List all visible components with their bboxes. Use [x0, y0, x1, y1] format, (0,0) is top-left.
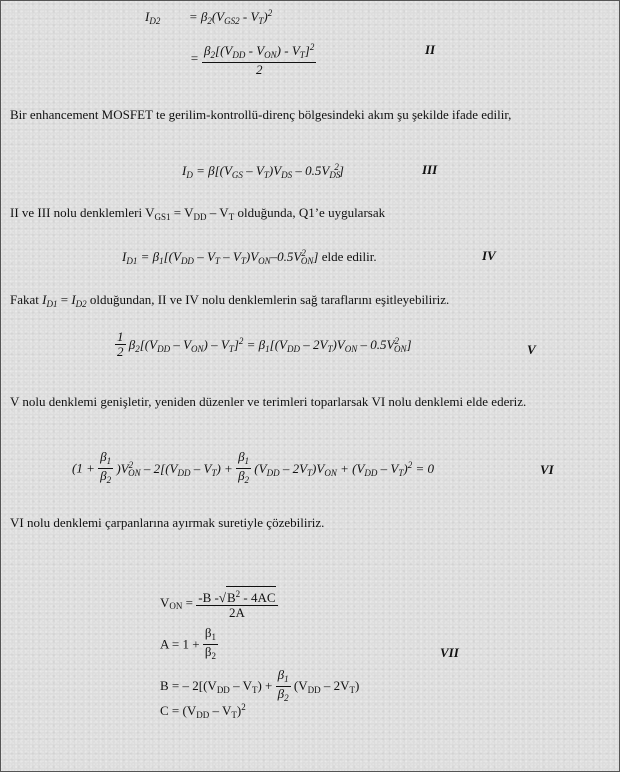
- equation-label-v: V: [527, 342, 536, 357]
- equation-vi-fraction-2: $\frac{\beta_1}{\beta_2}$: [238, 449, 250, 485]
- equation-vii-b: B = – $2[(V_{DD} - V_T)$ + $\frac{\beta_1}{\beta_2}$ $(V_{DD} - 2V_T)$: [160, 667, 360, 703]
- paragraph-1: Bir enhancement MOSFET te gerilim-kontrollü-direnç bölgesindeki akım şu şekilde ifade edilir,: [10, 107, 512, 122]
- equation-label-ii: II: [425, 42, 436, 57]
- equation-label-iii: III: [422, 162, 438, 177]
- equation-vi: (1 + $\frac{\beta_1}{\beta_2}$ )$V^2_{ON} - 2[(V_{DD} - V_T)$ + $\frac{\beta_1}{\beta_2}$ $(V_{DD} - 2V_T)V_{ON} + (V_{DD} - V_T)^2 = 0$: [72, 449, 434, 485]
- equation-vii-a-fraction: $\frac{\beta_1}{\beta_2}$: [204, 625, 216, 661]
- equation-vi-fraction-1: $\frac{\beta_1}{\beta_2}$: [100, 449, 112, 485]
- equation-iii: $I_D = \beta[(V_{GS} - V_T)V_{DS} - 0.5V_{DS}^2]$: [182, 162, 344, 180]
- equation-v-half: $\frac{1}{2}$: [117, 329, 124, 359]
- paragraph-5: VI nolu denklemi çarpanlarına ayırmak suretiyle çözebiliriz.: [10, 515, 325, 530]
- equation-vii-von: $V_{ON}$ = $\frac{-B -√B^2 - 4AC}{2A}$: [160, 586, 278, 620]
- equation-ii: = $\frac{\beta_2[(V_{DD} - V_{ON}) - V_T]^2}{2}$: [190, 42, 315, 77]
- equation-vii-b-fraction: $\frac{\beta_1}{\beta_2}$: [277, 667, 289, 703]
- equation-label-vi: VI: [540, 462, 554, 477]
- paragraph-2: II ve III nolu denklemleri $V_{GS1} = V_{DD} - V_T$ olduğunda, Q1’e uygularsak: [10, 205, 386, 222]
- paragraph-3: Fakat $I_{D1} = I_{D2}$ olduğundan, II ve IV nolu denklemlerin sağ taraflarını eşitleyebiliriz.: [10, 292, 450, 309]
- equation-iv: $I_{D1} = \beta_1[(V_{DD} - V_T - V_T)V_{ON}-0.5V^2_{ON}]$ elde edilir.: [122, 248, 377, 266]
- equation-id2: $I_{D2} = \beta_2(V_{GS2} - V_T)^2$: [145, 8, 273, 26]
- equation-v: $\frac{1}{2}$ $\beta_2[(V_{DD} - V_{ON}) - V_T]^2 = \beta_1[(V_{DD} - 2V_T)V_{ON} - 0.5V^2_{ON}]$: [117, 329, 412, 359]
- paragraph-4: V nolu denklemi genişletir, yeniden düzenler ve terimleri toparlarsak VI nolu denklemi elde ederiz.: [10, 394, 527, 409]
- equation-label-iv: IV: [482, 248, 496, 263]
- equation-vii-von-fraction: $\frac{-B -√B^2 - 4AC}{2A}$: [196, 586, 277, 620]
- equation-label-vii: VII: [440, 645, 459, 660]
- equation-ii-fraction: $\frac{\beta_2[(V_{DD} - V_{ON}) - V_T]^2}{2}$: [204, 42, 315, 77]
- equation-vii-c: $C = (V_{DD} - V_T)^2$: [160, 702, 246, 720]
- equation-vii-a: A = 1 + $\frac{\beta_1}{\beta_2}$: [160, 625, 216, 661]
